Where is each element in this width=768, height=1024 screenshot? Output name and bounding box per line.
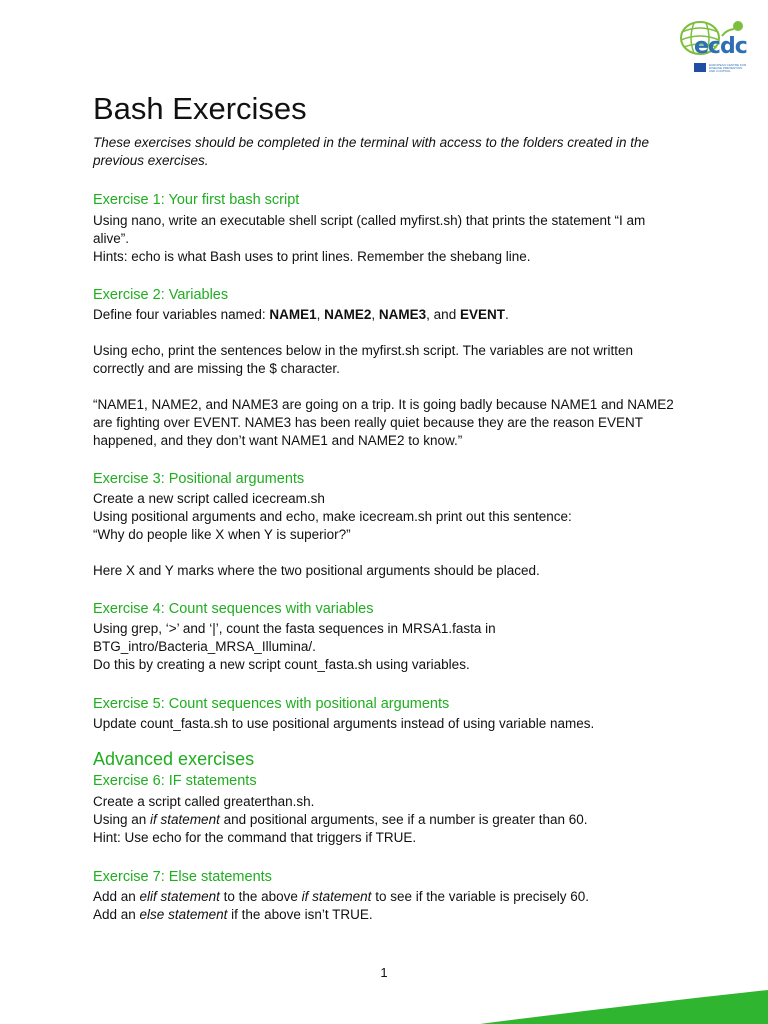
exercise-3-heading: Exercise 3: Positional arguments xyxy=(93,471,305,487)
exercise-6-text: Create a script called greaterthan.sh. xyxy=(93,794,315,809)
green-swoosh-decoration xyxy=(0,980,768,1024)
exercise-3-line: Create a new script called icecream.sh xyxy=(93,491,325,506)
exercise-6-text: Using an if statement and positional arguments, see if a number is greater than 60. xyxy=(93,812,588,827)
document-body xyxy=(93,88,683,924)
eu-flag-icon xyxy=(694,63,706,72)
exercise-5-heading: Exercise 5: Count sequences with positional arguments xyxy=(93,696,450,712)
exercise-7-text: Add an elif statement to the above if statement to see if the variable is precisely 60. xyxy=(93,889,590,904)
exercise-2-heading: Exercise 2: Variables xyxy=(93,287,229,303)
page-title: Bash Exercises xyxy=(93,91,307,126)
advanced-section-title: Advanced exercises xyxy=(93,749,255,769)
intro-text: These exercises should be completed in the terminal with access to the folders created in the previous exercises. xyxy=(93,135,650,168)
exercise-3-sentence: “Why do people like X when Y is superior?” xyxy=(93,527,351,542)
exercise-6-heading: Exercise 6: IF statements xyxy=(93,773,257,789)
exercise-2-define: Define four variables named: NAME1, NAME2, NAME3, and EVENT. xyxy=(93,307,509,322)
exercise-5-text: Update count_fasta.sh to use positional arguments instead of using variable names. xyxy=(93,716,595,731)
page-number: 1 xyxy=(380,965,388,980)
exercise-4-text: Do this by creating a new script count_fasta.sh using variables. xyxy=(93,657,470,672)
exercise-1-heading: Exercise 1: Your first bash script xyxy=(93,192,300,208)
exercise-4-text: Using grep, ‘>’ and ‘|’, count the fasta sequences in MRSA1.fasta in BTG_intro/Bacteria_MRSA_Illumina/. xyxy=(93,621,496,654)
exercise-2-sentences: “NAME1, NAME2, and NAME3 are going on a trip. It is going badly because NAME1 and NAME2 are fighting over EVENT. NAME3 has been really quiet because they are the reason EVENT happened, and they don’t want NAME1 and NAME2 to know.” xyxy=(93,397,674,448)
exercise-3-line: Using positional arguments and echo, make icecream.sh print out this sentence: xyxy=(93,509,572,524)
exercise-3-note: Here X and Y marks where the two positional arguments should be placed. xyxy=(93,563,540,578)
exercise-6-hint: Hint: Use echo for the command that triggers if TRUE. xyxy=(93,830,417,845)
logo-agency-text: EUROPEAN CENTRE FOR DISEASE PREVENTION AND CONTROL xyxy=(709,63,747,73)
logo-wordmark: ecdc xyxy=(694,34,747,59)
exercise-1-hint: Hints: echo is what Bash uses to print lines. Remember the shebang line. xyxy=(93,249,531,264)
exercise-4-heading: Exercise 4: Count sequences with variables xyxy=(93,601,374,617)
exercise-7-text: Add an else statement if the above isn’t TRUE. xyxy=(93,907,373,922)
exercise-2-instructions: Using echo, print the sentences below in the myfirst.sh script. The variables are not written correctly and are missing the $ character. xyxy=(93,343,634,376)
exercise-7-heading: Exercise 7: Else statements xyxy=(93,869,272,885)
exercise-1-text: Using nano, write an executable shell script (called myfirst.sh) that prints the statement “I am alive”. xyxy=(93,213,646,246)
